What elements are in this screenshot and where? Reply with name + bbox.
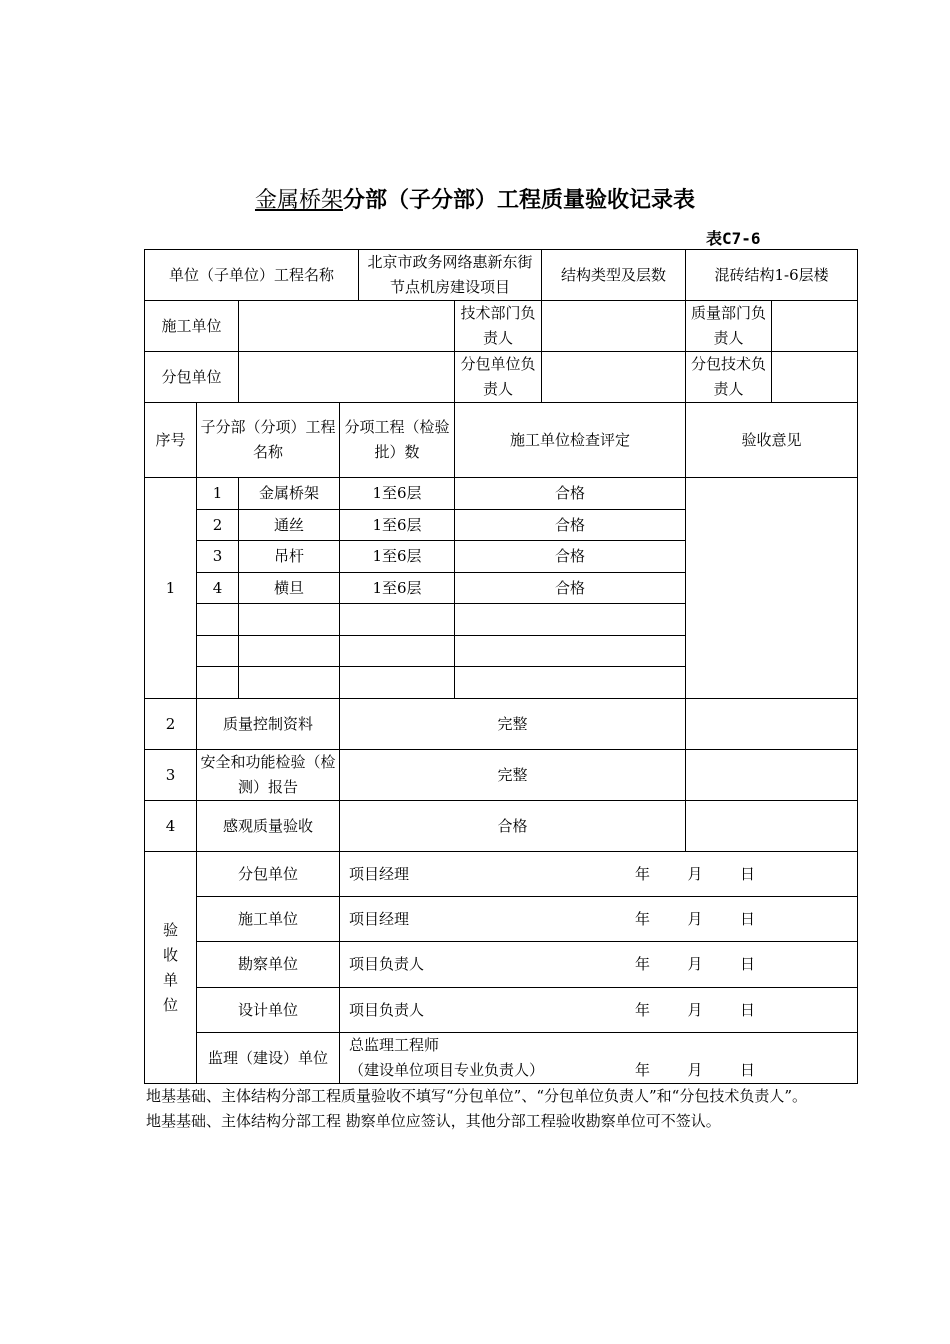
subcontract-tech-field[interactable]	[772, 352, 858, 403]
row-no: 4	[197, 573, 239, 604]
row-count[interactable]	[340, 604, 455, 636]
row-no: 2	[197, 510, 239, 541]
item-eval: 完整	[340, 750, 686, 801]
month-label: 月	[687, 909, 703, 928]
tech-dept-field[interactable]	[542, 301, 686, 352]
col-seq: 序号	[145, 403, 197, 478]
sign-row	[145, 988, 858, 1033]
row-count: 1至6层	[340, 478, 455, 510]
sign-unit: 监理（建设）单位	[197, 1033, 340, 1084]
year-label: 年	[635, 1061, 651, 1079]
row-name: 吊杆	[239, 541, 340, 573]
sign-unit: 分包单位	[197, 852, 340, 897]
sign-cell[interactable]	[340, 942, 858, 988]
acceptance-form-table	[144, 249, 858, 1084]
sign-cell[interactable]	[340, 852, 858, 897]
year-label: 年	[635, 864, 651, 883]
row-name[interactable]	[239, 667, 340, 699]
row-name[interactable]	[239, 604, 340, 636]
group1-seq: 1	[145, 478, 197, 699]
item-row	[145, 750, 858, 801]
page-title	[0, 183, 950, 214]
footnote: 地基基础、主体结构分部工程质量验收不填写“分包单位”、“分包单位负责人”和“分包技术负责人”。地基基础、主体结构分部工程 勘察单位应签认，其他分部工程验收勘察单位可不签认。	[146, 1087, 808, 1130]
row-no: 3	[197, 541, 239, 573]
row-count: 1至6层	[340, 573, 455, 604]
quality-dept-field[interactable]	[772, 301, 858, 352]
month-label: 月	[687, 864, 703, 883]
table-row	[145, 478, 858, 510]
header-row-subcontract	[145, 352, 858, 403]
unit-project-value[interactable]: 北京市政务网络惠新东街节点机房建设项目	[359, 250, 542, 301]
day-label: 日	[740, 955, 756, 973]
subcontract-head-label: 分包单位负责人	[455, 352, 542, 403]
item-opinion[interactable]	[686, 699, 858, 750]
day-label: 日	[740, 864, 756, 883]
sign-role-secondary: （建设单位项目专业负责人）	[349, 1061, 545, 1079]
month-label: 月	[687, 955, 703, 973]
day-label: 日	[740, 1061, 756, 1079]
month-label: 月	[687, 1000, 703, 1019]
item-seq: 4	[145, 801, 197, 852]
row-no: 1	[197, 478, 239, 510]
row-no[interactable]	[197, 636, 239, 667]
item-name: 感观质量验收	[197, 801, 340, 852]
sign-row	[145, 1033, 858, 1084]
subcontract-unit-field[interactable]	[239, 352, 455, 403]
item-name: 质量控制资料	[197, 699, 340, 750]
item-opinion[interactable]	[686, 750, 858, 801]
subcontract-tech-label: 分包技术负责人	[686, 352, 772, 403]
item-name: 安全和功能检验（检测）报告	[197, 750, 340, 801]
sign-row	[145, 942, 858, 988]
col-count: 分项工程（检验批）数	[340, 403, 455, 478]
construction-unit-label: 施工单位	[145, 301, 239, 352]
sign-cell[interactable]	[340, 897, 858, 942]
row-count[interactable]	[340, 636, 455, 667]
row-no[interactable]	[197, 667, 239, 699]
construction-unit-field[interactable]	[239, 301, 455, 352]
item-opinion[interactable]	[686, 801, 858, 852]
column-header-row	[145, 403, 858, 478]
item-eval: 完整	[340, 699, 686, 750]
item-eval: 合格	[340, 801, 686, 852]
sign-role: 项目负责人	[349, 1000, 425, 1019]
title-text: 分部（子分部）工程质量验收记录表	[343, 188, 696, 213]
year-label: 年	[635, 955, 651, 973]
row-count: 1至6层	[340, 541, 455, 573]
acceptance-label	[145, 852, 197, 1084]
sign-unit: 勘察单位	[197, 942, 340, 988]
row-name: 横旦	[239, 573, 340, 604]
row-count: 1至6层	[340, 510, 455, 541]
row-count[interactable]	[340, 667, 455, 699]
quality-dept-label: 质量部门负责人	[686, 301, 772, 352]
col-subsection: 子分部（分项）工程名称	[197, 403, 340, 478]
sign-unit: 设计单位	[197, 988, 340, 1033]
header-row-construction	[145, 301, 858, 352]
sign-cell[interactable]	[340, 988, 858, 1033]
acceptance-label-text: 验收单位	[162, 920, 178, 1014]
item-seq: 3	[145, 750, 197, 801]
row-name: 金属桥架	[239, 478, 340, 510]
row-no[interactable]	[197, 604, 239, 636]
structure-value[interactable]: 混砖结构1-6层楼	[686, 250, 858, 301]
row-eval[interactable]	[455, 636, 686, 667]
row-name[interactable]	[239, 636, 340, 667]
title-project-type: 金属桥架	[254, 188, 343, 213]
tech-dept-label: 技术部门负责人	[455, 301, 542, 352]
structure-label: 结构类型及层数	[542, 250, 686, 301]
row-eval: 合格	[455, 478, 686, 510]
form-code: 表C7-6	[706, 229, 761, 248]
year-label: 年	[635, 909, 651, 928]
row-eval: 合格	[455, 541, 686, 573]
unit-project-label: 单位（子单位）工程名称	[145, 250, 359, 301]
row-name: 通丝	[239, 510, 340, 541]
day-label: 日	[740, 909, 756, 928]
group1-opinion[interactable]	[686, 478, 858, 699]
sign-row	[145, 897, 858, 942]
year-label: 年	[635, 1000, 651, 1019]
header-row-unit	[145, 250, 858, 301]
subcontract-head-field[interactable]	[542, 352, 686, 403]
item-seq: 2	[145, 699, 197, 750]
row-eval: 合格	[455, 510, 686, 541]
sign-cell[interactable]	[340, 1033, 858, 1084]
day-label: 日	[740, 1000, 756, 1019]
sign-role: 总监理工程师	[349, 1036, 440, 1054]
row-eval[interactable]	[455, 667, 686, 699]
sign-row	[145, 852, 858, 897]
col-opinion: 验收意见	[686, 403, 858, 478]
item-row	[145, 801, 858, 852]
row-eval[interactable]	[455, 604, 686, 636]
subcontract-unit-label: 分包单位	[145, 352, 239, 403]
month-label: 月	[687, 1061, 703, 1079]
sign-role: 项目经理	[349, 909, 410, 928]
sign-role: 项目负责人	[349, 955, 425, 973]
row-eval: 合格	[455, 573, 686, 604]
sign-unit: 施工单位	[197, 897, 340, 942]
col-evaluation: 施工单位检查评定	[455, 403, 686, 478]
sign-role: 项目经理	[349, 864, 410, 883]
item-row	[145, 699, 858, 750]
